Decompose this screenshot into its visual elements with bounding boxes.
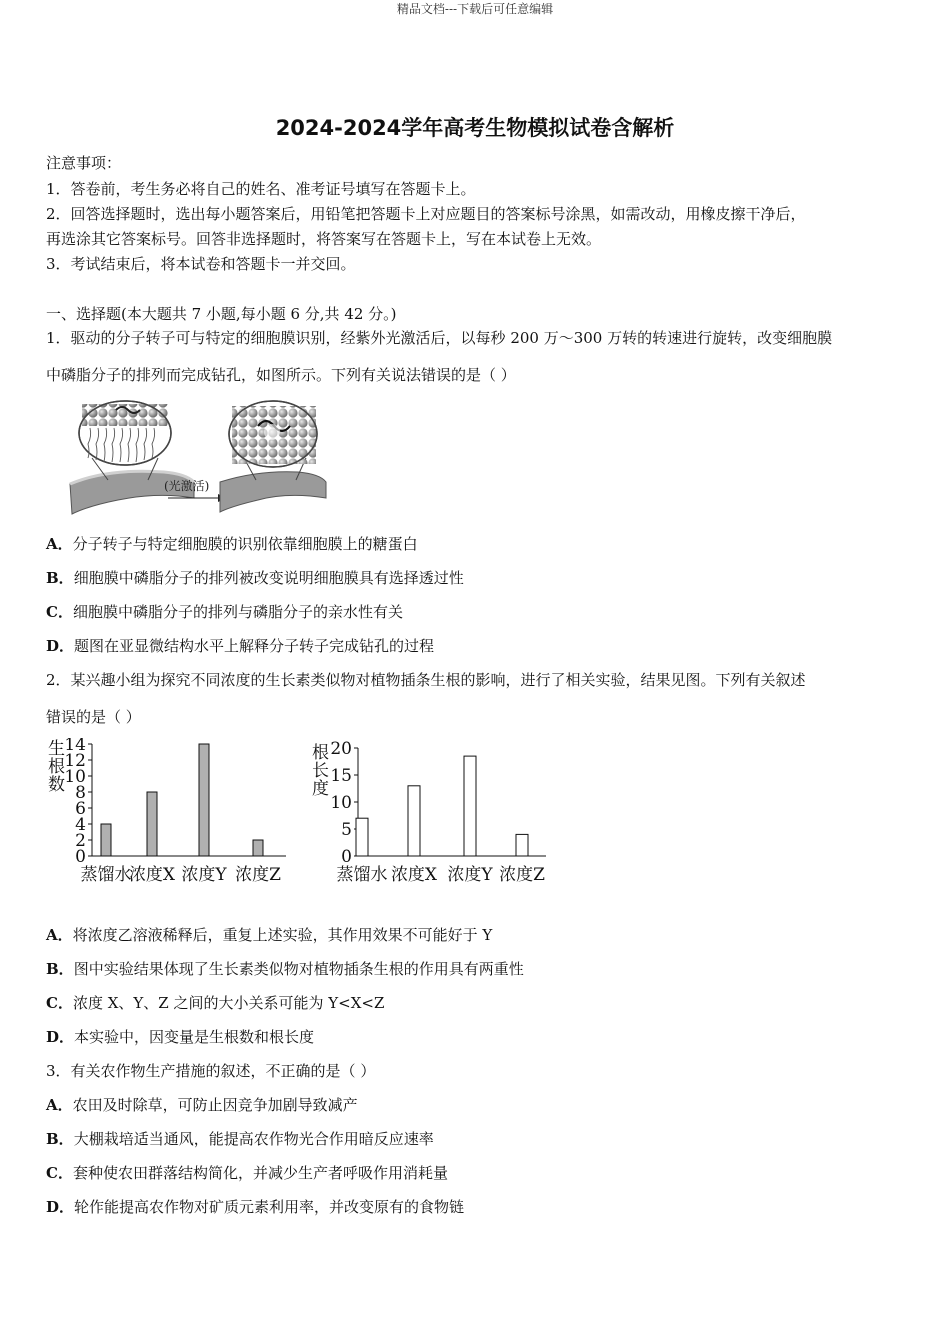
option-text: 大棚栽培适当通风，能提高农作物光合作用暗反应速率: [73, 1130, 434, 1148]
option-text: 套种使农田群落结构简化，并减少生产者呼吸作用消耗量: [72, 1164, 448, 1182]
y-axis-label: 生根数: [48, 739, 65, 795]
option-text: 分子转子与特定细胞膜的识别依靠细胞膜上的糖蛋白: [72, 535, 418, 553]
notice-heading: 注意事项：: [46, 154, 122, 172]
y-tick-label: 20: [330, 739, 352, 759]
y-tick-label: 4: [75, 815, 86, 835]
bar: [199, 744, 209, 856]
notice-item: 再选涂其它答案标号。回答非选择题时，将答案写在答题卡上，写在本试卷上无效。: [46, 230, 602, 248]
q2-stem: 错误的是（ ）: [46, 708, 141, 726]
activation-label: (光激活): [164, 479, 210, 493]
q2-option-a: [46, 924, 492, 945]
q1-option-c: [46, 601, 403, 622]
y-tick-label: 10: [64, 767, 86, 787]
y-tick-label: 0: [75, 847, 86, 867]
notice-item: 1．答卷前，考生务必将自己的姓名、准考证号填写在答题卡上。: [46, 180, 476, 198]
option-text: 题图在亚显微结构水平上解释分子转子完成钻孔的过程: [74, 637, 435, 655]
option-letter: A．: [46, 1096, 73, 1114]
category-label: 蒸馏水: [336, 865, 388, 885]
q1-option-d: [46, 635, 434, 656]
y-tick-label: 5: [341, 820, 352, 840]
option-letter: D．: [46, 637, 75, 655]
category-label: 蒸馏水: [80, 865, 132, 885]
option-text: 细胞膜中磷脂分子的排列与磷脂分子的亲水性有关: [72, 603, 403, 621]
option-letter: D．: [46, 1198, 75, 1216]
q1-option-a: [46, 533, 418, 554]
option-text: 浓度 X、Y、Z 之间的大小关系可能为 Y<X<Z: [72, 994, 385, 1012]
page-title: 2024-2024学年高考生物模拟试卷含解析: [275, 116, 675, 140]
category-label: 浓度Y: [447, 865, 493, 885]
option-letter: C．: [46, 603, 73, 621]
y-tick-label: 12: [64, 751, 86, 771]
q1-stem: 中磷脂分子的排列而完成钻孔，如图所示。下列有关说法错误的是（ ）: [46, 366, 516, 384]
bar: [147, 792, 157, 856]
q2-charts: [40, 738, 560, 890]
q2-option-c: [46, 992, 384, 1013]
category-label: 浓度Z: [235, 865, 281, 885]
option-letter: B．: [46, 1130, 74, 1148]
section-heading: 一、选择题(本大题共 7 小题,每小题 6 分,共 42 分。): [46, 305, 397, 323]
bar: [464, 756, 476, 856]
option-letter: A．: [46, 926, 73, 944]
q1-option-b: [46, 567, 464, 588]
option-text: 图中实验结果体现了生长素类似物对植物插条生根的作用具有两重性: [73, 960, 524, 978]
bar: [356, 818, 368, 856]
option-letter: D．: [46, 1028, 75, 1046]
option-text: 农田及时除草，可防止因竞争加剧导致减产: [72, 1096, 358, 1114]
category-label: 浓度Z: [499, 865, 545, 885]
bar: [101, 824, 111, 856]
q2-option-b: [46, 958, 524, 979]
option-letter: C．: [46, 994, 73, 1012]
category-label: 浓度X: [128, 865, 176, 885]
option-text: 本实验中，因变量是生根数和根长度: [74, 1028, 315, 1046]
option-text: 细胞膜中磷脂分子的排列被改变说明细胞膜具有选择透过性: [73, 569, 464, 587]
option-text: 轮作能提高农作物对矿质元素利用率，并改变原有的食物链: [74, 1198, 465, 1216]
y-tick-label: 15: [330, 766, 352, 786]
q2-stem: 2．某兴趣小组为探究不同浓度的生长素类似物对植物插条生根的影响，进行了相关实验，结果见图。下列有关叙述: [46, 671, 806, 689]
category-label: 浓度Y: [181, 865, 227, 885]
y-tick-label: 2: [75, 831, 86, 851]
bar: [516, 834, 528, 856]
q1-stem: 1．驱动的分子转子可与特定的细胞膜识别，经紫外光激活后，以每秒 200 万～300 万转的转速进行旋转，改变细胞膜: [46, 329, 833, 347]
q3-option-b: [46, 1128, 434, 1149]
y-tick-label: 14: [64, 738, 86, 755]
y-tick-label: 8: [75, 783, 86, 803]
option-letter: B．: [46, 960, 74, 978]
q3-option-c: [46, 1162, 448, 1183]
option-letter: A．: [46, 535, 73, 553]
q3-option-a: [46, 1094, 358, 1115]
y-tick-label: 6: [75, 799, 86, 819]
y-tick-label: 10: [330, 793, 352, 813]
option-letter: B．: [46, 569, 74, 587]
y-axis-label: 根长度: [312, 743, 329, 799]
category-label: 浓度X: [390, 865, 438, 885]
option-text: 将浓度乙溶液稀释后，重复上述实验，其作用效果不可能好于 Y: [72, 926, 493, 944]
header-note: 精品文档---下载后可任意编辑: [396, 2, 554, 16]
bar: [253, 840, 263, 856]
notice-item: 2．回答选择题时，选出每小题答案后，用铅笔把答题卡上对应题目的答案标号涂黑，如需改动，用橡皮擦干净后，: [46, 205, 806, 223]
membrane-figure: [68, 398, 330, 520]
q3-option-d: [46, 1196, 464, 1217]
q3-stem: 3．有关农作物生产措施的叙述，不正确的是（ ）: [46, 1062, 376, 1080]
bar: [408, 786, 420, 856]
q2-option-d: [46, 1026, 314, 1047]
notice-item: 3．考试结束后，将本试卷和答题卡一并交回。: [46, 255, 356, 273]
y-tick-label: 0: [341, 847, 352, 867]
option-letter: C．: [46, 1164, 73, 1182]
